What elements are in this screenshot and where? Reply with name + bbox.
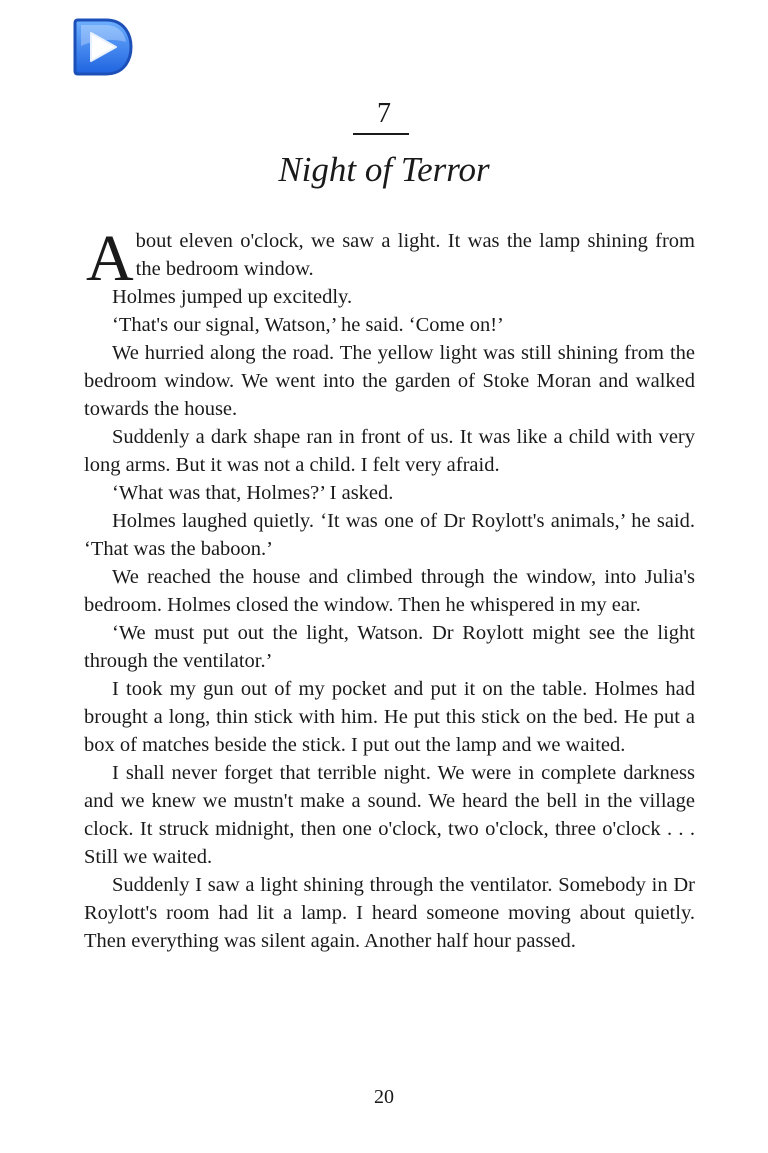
paragraph: Holmes laughed quietly. ‘It was one of Dr Roylott's animals,’ he said. ‘That was the baboon.’	[84, 510, 695, 560]
chapter-title: Night of Terror	[278, 150, 490, 189]
chapter-rule	[353, 133, 409, 135]
paragraph: I shall never forget that terrible night. We were in complete darkness and we knew we mustn't make a sound. We heard the bell in the village clock. It struck midnight, then one o'clock, two o'clock, three o'clock . . . Still we waited.	[84, 762, 695, 868]
paragraph: We hurried along the road. The yellow light was still shining from the bedroom window. We went into the garden of Stoke Moran and walked towards the house.	[84, 342, 695, 420]
play-icon	[72, 16, 134, 78]
paragraph: ‘That's our signal, Watson,’ he said. ‘Come on!’	[112, 314, 504, 336]
paragraph: ‘We must put out the light, Watson. Dr Roylott might see the light through the ventilator.’	[84, 622, 695, 672]
opening-paragraph-text: bout eleven o'clock, we saw a light. It was the lamp shining from the bedroom window.	[135, 230, 695, 280]
opening-paragraph	[84, 222, 695, 295]
paragraph: Holmes jumped up excitedly.	[112, 286, 353, 308]
play-audio-button[interactable]	[72, 16, 134, 78]
paragraph: Suddenly I saw a light shining through the ventilator. Somebody in Dr Roylott's room had lit a lamp. I heard someone moving about quietly. Then everything was silent again. Another half hour passed.	[84, 874, 695, 952]
chapter-number: 7	[377, 98, 391, 129]
paragraph: ‘What was that, Holmes?’ I asked.	[112, 482, 394, 504]
page-number: 20	[374, 1086, 394, 1108]
paragraph: Suddenly a dark shape ran in front of us. It was like a child with very long arms. But it was not a child. I felt very afraid.	[84, 426, 695, 476]
drop-cap: A	[86, 222, 134, 295]
paragraph: I took my gun out of my pocket and put it on the table. Holmes had brought a long, thin stick with him. He put this stick on the bed. He put a box of matches beside the stick. I put out the lamp and we waited.	[84, 678, 695, 756]
paragraph: We reached the house and climbed through the window, into Julia's bedroom. Holmes closed the window. Then he whispered in my ear.	[84, 566, 695, 616]
chapter-body	[84, 222, 695, 955]
